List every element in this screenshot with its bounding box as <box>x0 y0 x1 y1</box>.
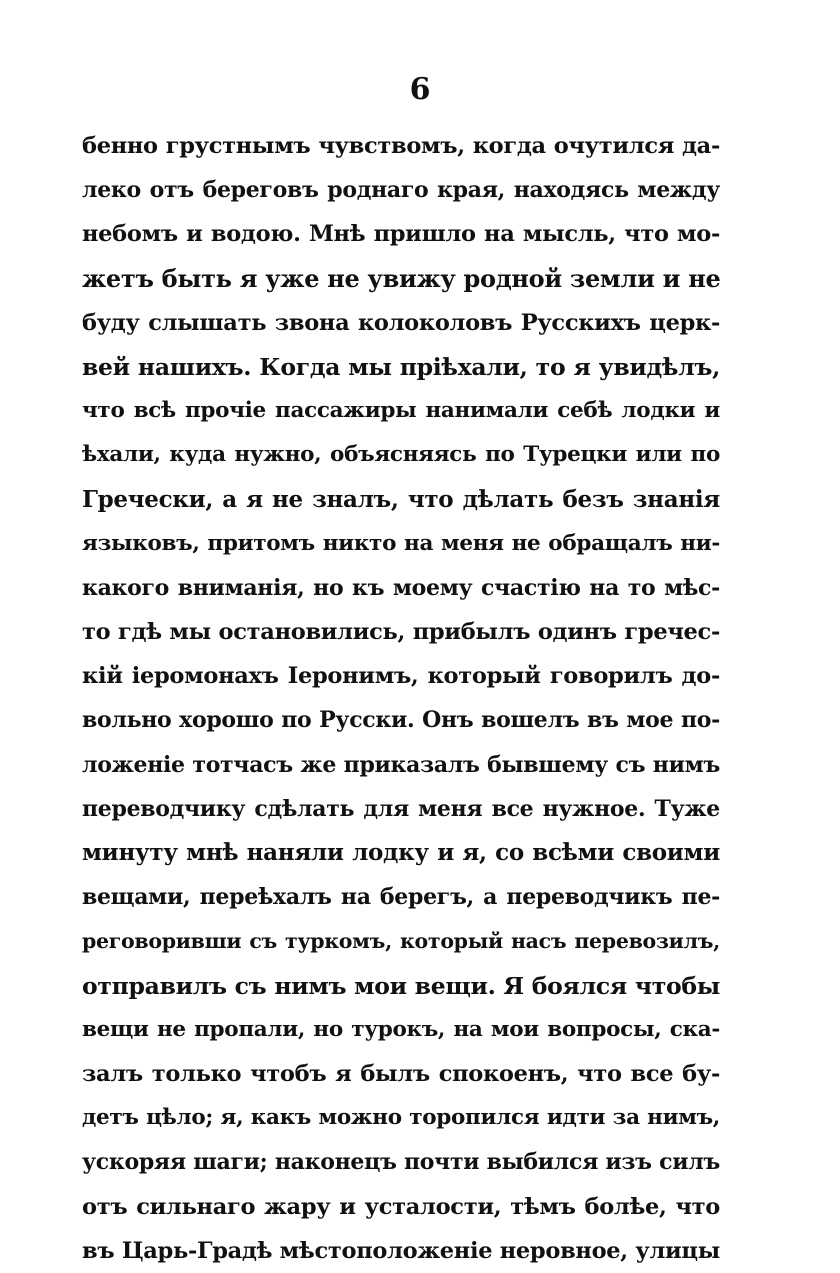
text-line: отъ сильнаго жару и усталости, тѣмъ болѣе, что <box>82 1193 720 1220</box>
text-line: вольно хорошо по Русски. Онъ вошелъ въ мое по- <box>82 707 720 734</box>
text-line: леко отъ береговъ роднаго края, находясь между <box>82 177 720 204</box>
text-line: реговоривши съ туркомъ, который насъ перевозилъ, <box>82 929 720 954</box>
text-line: бенно грустнымъ чувствомъ, когда очутился да- <box>82 133 720 159</box>
text-line: ѣхали, куда нужно, объясняясь по Турецки или по <box>82 442 720 468</box>
text-line: залъ только чтобъ я былъ спокоенъ, что все бу- <box>82 1060 720 1087</box>
text-line: ложеніе тотчасъ же приказалъ бывшему съ нимъ <box>82 751 720 778</box>
text-line: Гречески, а я не зналъ, что дѣлать безъ знанія <box>82 485 720 513</box>
text-line: какого вниманія, но къ моему счастію на то мѣс- <box>82 574 720 601</box>
text-line: отправилъ съ нимъ мои вещи. Я боялся чтобы <box>82 971 720 1000</box>
text-line: жетъ быть я уже не увижу родной земли и не <box>82 263 720 293</box>
text-line: что всѣ прочіе пассажиры нанимали себѣ лодки и <box>82 398 720 424</box>
text-line: переводчику сдѣлать для меня все нужное. Туже <box>82 795 720 822</box>
text-line: вещами, переѣхалъ на берегъ, а переводчикъ пе- <box>82 884 720 911</box>
text-line: ускоряя шаги; наконецъ почти выбился изъ силъ <box>82 1149 720 1176</box>
text-line: кій іеромонахъ Іеронимъ, который говорилъ до- <box>82 663 720 690</box>
text-line: минуту мнѣ наняли лодку и я, со всѣми своими <box>82 839 720 866</box>
text-line: буду слышать звона колоколовъ Русскихъ церк- <box>82 309 720 336</box>
text-line: вей нашихъ. Когда мы пріѣхали, то я увидѣлъ, <box>82 352 720 381</box>
text-line: детъ цѣло; я, какъ можно торопился идти за нимъ, <box>82 1105 720 1131</box>
text-line: вещи не пропали, но турокъ, на мои вопросы, ска- <box>82 1016 720 1042</box>
text-line: въ Царь-Градѣ мѣстоположеніе неровное, улицы <box>82 1237 720 1264</box>
body-text <box>82 124 720 1273</box>
text-line: небомъ и водою. Мнѣ пришло на мысль, что мо- <box>82 221 720 248</box>
text-line: то гдѣ мы остановились, прибылъ одинъ гречес- <box>82 619 720 646</box>
page-number: 6 <box>409 72 431 107</box>
text-line: языковъ, притомъ никто на меня не обращалъ ни- <box>82 530 720 556</box>
